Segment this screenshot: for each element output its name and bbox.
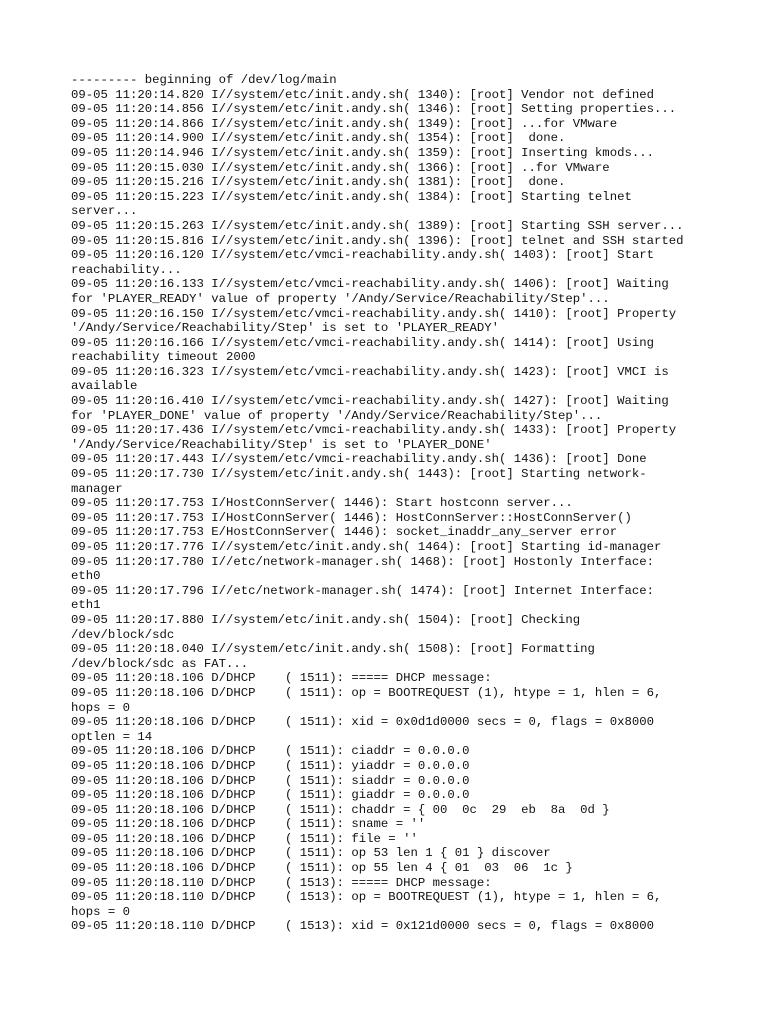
log-line: 09-05 11:20:18.110 D/DHCP ( 1513): op = BOOTREQUEST (1), htype = 1, hlen = 6, bbox=[71, 890, 662, 905]
log-line: 09-05 11:20:14.820 I//system/etc/init.andy.sh( 1340): [root] Vendor not defined bbox=[71, 87, 654, 102]
log-line: 09-05 11:20:14.856 I//system/etc/init.andy.sh( 1346): [root] Setting properties... bbox=[71, 102, 677, 117]
log-line: 09-05 11:20:15.216 I//system/etc/init.andy.sh( 1381): [root] done. bbox=[71, 175, 566, 190]
log-line: 09-05 11:20:18.106 D/DHCP ( 1511): ciaddr = 0.0.0.0 bbox=[71, 744, 470, 759]
log-line: 09-05 11:20:17.443 I//system/etc/vmci-reachability.andy.sh( 1436): [root] Done bbox=[71, 452, 647, 467]
log-line: 09-05 11:20:18.106 D/DHCP ( 1511): file = '' bbox=[71, 831, 418, 846]
log-line: 09-05 11:20:18.040 I//system/etc/init.andy.sh( 1508): [root] Formatting bbox=[71, 642, 595, 657]
log-line: 09-05 11:20:17.753 I/HostConnServer( 1446): Start hostconn server... bbox=[71, 496, 573, 511]
log-line: reachability timeout 2000 bbox=[71, 350, 256, 365]
log-line: eth1 bbox=[71, 598, 101, 613]
log-line: 09-05 11:20:18.106 D/DHCP ( 1511): giaddr = 0.0.0.0 bbox=[71, 788, 470, 803]
log-line: 09-05 11:20:15.030 I//system/etc/init.andy.sh( 1366): [root] ..for VMware bbox=[71, 160, 610, 175]
log-line: 09-05 11:20:16.120 I//system/etc/vmci-reachability.andy.sh( 1403): [root] Start bbox=[71, 248, 654, 263]
log-line: 09-05 11:20:16.166 I//system/etc/vmci-reachability.andy.sh( 1414): [root] Using bbox=[71, 335, 654, 350]
log-line: 09-05 11:20:17.730 I//system/etc/init.andy.sh( 1443): [root] Starting network- bbox=[71, 467, 647, 482]
log-line: 09-05 11:20:16.323 I//system/etc/vmci-reachability.andy.sh( 1423): [root] VMCI is bbox=[71, 364, 669, 379]
log-line: /dev/block/sdc bbox=[71, 627, 175, 642]
log-line: available bbox=[71, 379, 138, 394]
log-line: manager bbox=[71, 481, 123, 496]
log-line: 09-05 11:20:14.946 I//system/etc/init.andy.sh( 1359): [root] Inserting kmods... bbox=[71, 145, 654, 160]
log-line: 09-05 11:20:18.106 D/DHCP ( 1511): op 53 len 1 { 01 } discover bbox=[71, 846, 551, 861]
log-line: 09-05 11:20:18.106 D/DHCP ( 1511): siaddr = 0.0.0.0 bbox=[71, 773, 470, 788]
log-line: 09-05 11:20:16.410 I//system/etc/vmci-reachability.andy.sh( 1427): [root] Waiting bbox=[71, 394, 669, 409]
log-line: 09-05 11:20:18.106 D/DHCP ( 1511): ===== DHCP message: bbox=[71, 671, 492, 686]
log-line: 09-05 11:20:17.753 I/HostConnServer( 1446): HostConnServer::HostConnServer() bbox=[71, 510, 632, 525]
log-line: 09-05 11:20:18.106 D/DHCP ( 1511): op = BOOTREQUEST (1), htype = 1, hlen = 6, bbox=[71, 685, 662, 700]
log-line: 09-05 11:20:17.753 E/HostConnServer( 1446): socket_inaddr_any_server error bbox=[71, 525, 618, 540]
log-line: 09-05 11:20:15.223 I//system/etc/init.andy.sh( 1384): [root] Starting telnet bbox=[71, 189, 632, 204]
log-line: eth0 bbox=[71, 569, 101, 584]
log-line: 09-05 11:20:17.780 I//etc/network-manager.sh( 1468): [root] Hostonly Interface: bbox=[71, 554, 654, 569]
log-line: 09-05 11:20:18.106 D/DHCP ( 1511): chaddr = { 00 0c 29 eb 8a 0d } bbox=[71, 802, 610, 817]
log-line: 09-05 11:20:16.150 I//system/etc/vmci-reachability.andy.sh( 1410): [root] Property bbox=[71, 306, 677, 321]
log-line: hops = 0 bbox=[71, 700, 131, 715]
log-line: 09-05 11:20:18.106 D/DHCP ( 1511): sname = '' bbox=[71, 817, 426, 832]
log-line: optlen = 14 bbox=[71, 729, 153, 744]
log-line: 09-05 11:20:18.110 D/DHCP ( 1513): ===== DHCP message: bbox=[71, 875, 492, 890]
log-line: 09-05 11:20:17.880 I//system/etc/init.andy.sh( 1504): [root] Checking bbox=[71, 612, 581, 627]
log-line: 09-05 11:20:18.110 D/DHCP ( 1513): xid = 0x121d0000 secs = 0, flags = 0x8000 bbox=[71, 919, 654, 934]
log-line: server... bbox=[71, 204, 138, 219]
log-line: 09-05 11:20:14.866 I//system/etc/init.andy.sh( 1349): [root] ...for VMware bbox=[71, 116, 618, 131]
log-line: 09-05 11:20:16.133 I//system/etc/vmci-reachability.andy.sh( 1406): [root] Waiting bbox=[71, 277, 669, 292]
log-line: for 'PLAYER_READY' value of property '/Andy/Service/Reachability/Step'... bbox=[71, 291, 610, 306]
log-line: '/Andy/Service/Reachability/Step' is set to 'PLAYER_DONE' bbox=[71, 437, 492, 452]
log-line: for 'PLAYER_DONE' value of property '/Andy/Service/Reachability/Step'... bbox=[71, 408, 603, 423]
log-line: 09-05 11:20:18.106 D/DHCP ( 1511): yiaddr = 0.0.0.0 bbox=[71, 758, 470, 773]
log-line: --------- beginning of /dev/log/main bbox=[71, 73, 337, 87]
log-line: 09-05 11:20:14.900 I//system/etc/init.andy.sh( 1354): [root] done. bbox=[71, 131, 566, 146]
log-line: hops = 0 bbox=[71, 904, 131, 919]
log-line: /dev/block/sdc as FAT... bbox=[71, 656, 249, 671]
log-line: 09-05 11:20:18.106 D/DHCP ( 1511): op 55 len 4 { 01 03 06 1c } bbox=[71, 861, 573, 876]
log-line: 09-05 11:20:17.776 I//system/etc/init.andy.sh( 1464): [root] Starting id-manager bbox=[71, 540, 662, 554]
log-line: reachability... bbox=[71, 262, 182, 277]
log-line: '/Andy/Service/Reachability/Step' is set to 'PLAYER_READY' bbox=[71, 321, 500, 336]
log-line: 09-05 11:20:15.816 I//system/etc/init.andy.sh( 1396): [root] telnet and SSH started bbox=[71, 233, 684, 248]
log-line: 09-05 11:20:15.263 I//system/etc/init.andy.sh( 1389): [root] Starting SSH server... bbox=[71, 218, 684, 233]
log-document bbox=[71, 73, 731, 934]
log-line: 09-05 11:20:18.106 D/DHCP ( 1511): xid = 0x0d1d0000 secs = 0, flags = 0x8000 bbox=[71, 715, 654, 730]
log-line: 09-05 11:20:17.796 I//etc/network-manager.sh( 1474): [root] Internet Interface: bbox=[71, 583, 654, 598]
log-line: 09-05 11:20:17.436 I//system/etc/vmci-reachability.andy.sh( 1433): [root] Property bbox=[71, 423, 677, 438]
